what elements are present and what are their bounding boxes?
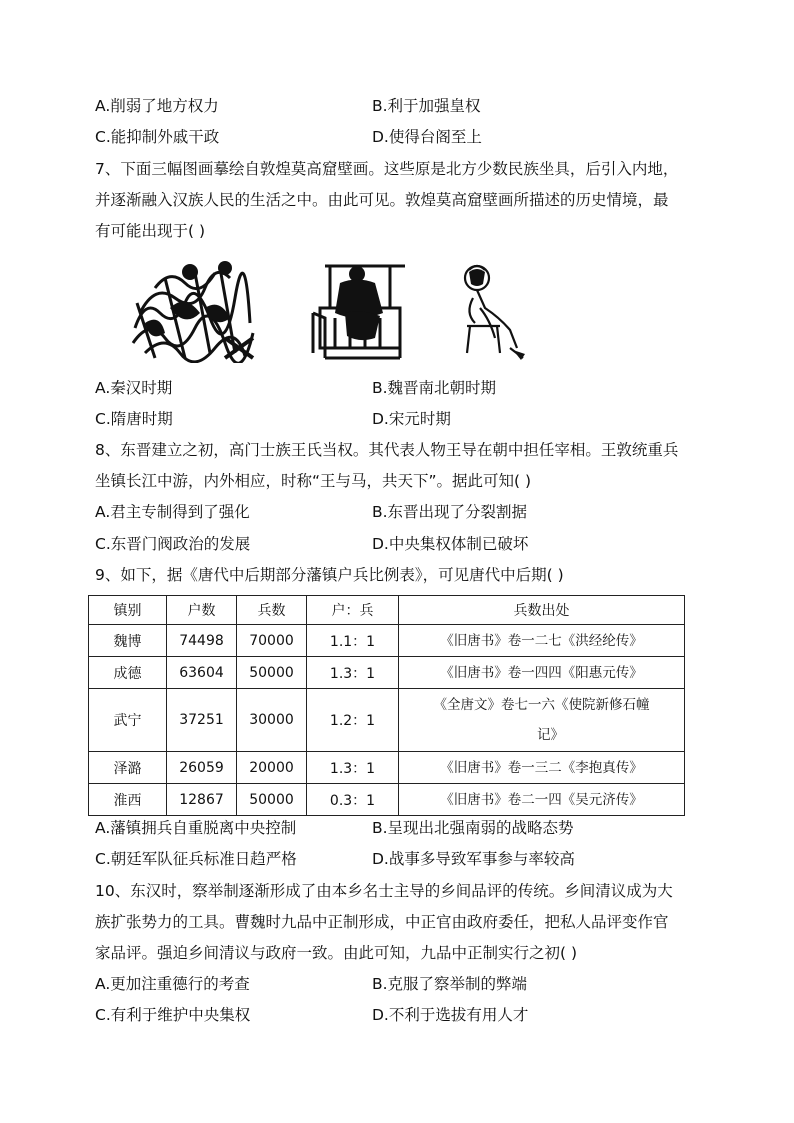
q6-option-a[interactable]: A.削弱了地方权力	[95, 97, 219, 115]
q8-option-c[interactable]: C.东晋门阀政治的发展	[95, 535, 251, 553]
q6-option-b[interactable]: B.利于加强皇权	[372, 97, 481, 115]
q9-fanzhen-table	[88, 595, 685, 816]
table-cell: 26059	[167, 752, 237, 784]
q7-stem-line-1: 7、下面三幅图画摹绘自敦煌莫高窟壁画。这些原是北方少数民族坐具，后引入内地，	[95, 160, 679, 178]
table-row	[89, 657, 685, 689]
q7-stem-line-2: 并逐渐融入汉族人民的生活之中。由此可见。敦煌莫高窟壁画所描述的历史情境，最	[95, 191, 669, 209]
table-cell: 0.3：1	[307, 784, 399, 816]
q8-option-a[interactable]: A.君主专制得到了强化	[95, 503, 250, 521]
table-cell: 12867	[167, 784, 237, 816]
table-cell: 1.1：1	[307, 625, 399, 657]
table-row	[89, 689, 685, 752]
mural-figure-armchair	[305, 258, 415, 363]
q7-option-c[interactable]: C.隋唐时期	[95, 410, 173, 428]
table-cell: 1.3：1	[307, 752, 399, 784]
table-header: 镇别	[89, 596, 167, 625]
q7-options-row-2	[95, 407, 695, 431]
q9-option-c[interactable]: C.朝廷军队征兵标准日趋严格	[95, 850, 297, 868]
table-cell: 《旧唐书》卷一三二《李抱真传》	[399, 752, 685, 784]
q6-options-row-2	[95, 125, 695, 149]
table-cell: 《旧唐书》卷二一四《吴元济传》	[399, 784, 685, 816]
table-header: 户数	[167, 596, 237, 625]
q9-option-a[interactable]: A.藩镇拥兵自重脱离中央控制	[95, 819, 297, 837]
q8-option-b[interactable]: B.东晋出现了分裂割据	[372, 503, 528, 521]
table-cell: 50000	[237, 784, 307, 816]
table-header-row	[89, 596, 685, 625]
q10-stem-line-2: 族扩张势力的工具。曹魏时九品中正制形成，中正官由政府委任，把私人品评变作官	[95, 913, 669, 931]
table-cell-line: 记》	[537, 727, 564, 743]
q9-options-row-2	[95, 847, 695, 871]
mural-figure-folding-stool	[125, 258, 260, 363]
table-cell: 泽潞	[89, 752, 167, 784]
q10-stem-line-3: 家品评。强迫乡间清议与政府一致。由此可知，九品中正制实行之初( )	[95, 944, 578, 962]
q7-stem-line-3: 有可能出现于( )	[95, 222, 206, 240]
table-cell: 30000	[237, 689, 307, 752]
q8-stem-line-1: 8、东晋建立之初，高门士族王氏当权。其代表人物王导在朝中担任宰相。王敦统重兵	[95, 441, 679, 459]
table-cell: 成德	[89, 657, 167, 689]
q10-options-row-2	[95, 1003, 695, 1027]
table-row	[89, 752, 685, 784]
table-cell: 50000	[237, 657, 307, 689]
table-row	[89, 625, 685, 657]
mural-figure-woman-on-stool	[455, 258, 535, 363]
q7-options-row-1	[95, 376, 695, 400]
q7-option-b[interactable]: B.魏晋南北朝时期	[372, 379, 497, 397]
table-cell: 《旧唐书》卷一四四《阳惠元传》	[399, 657, 685, 689]
q8-options-row-1	[95, 500, 695, 524]
q10-option-c[interactable]: C.有利于维护中央集权	[95, 1006, 251, 1024]
q10-option-a[interactable]: A.更加注重德行的考查	[95, 975, 250, 993]
table-cell: 武宁	[89, 689, 167, 752]
table-cell: 《旧唐书》卷一二七《洪经纶传》	[399, 625, 685, 657]
q9-stem-line: 9、如下，据《唐代中后期部分藩镇户兵比例表》，可见唐代中后期( )	[95, 566, 564, 584]
q7-option-d[interactable]: D.宋元时期	[372, 410, 451, 428]
table-cell: 70000	[237, 625, 307, 657]
table-header: 兵数	[237, 596, 307, 625]
table-cell: 63604	[167, 657, 237, 689]
q6-options-row-1	[95, 94, 695, 118]
q7-mural-figures	[125, 258, 545, 368]
q6-option-d[interactable]: D.使得台阁至上	[372, 128, 482, 146]
q8-options-row-2	[95, 532, 695, 556]
q10-option-b[interactable]: B.克服了察举制的弊端	[372, 975, 528, 993]
q9-options-row-1	[95, 816, 695, 840]
table-cell: 37251	[167, 689, 237, 752]
q7-option-a[interactable]: A.秦汉时期	[95, 379, 173, 397]
table-cell: 1.2：1	[307, 689, 399, 752]
table-cell-line: 《全唐文》卷七一六《使院新修石幢	[433, 697, 650, 713]
q10-options-row-1	[95, 972, 695, 996]
table-cell: 1.3：1	[307, 657, 399, 689]
table-cell: 魏博	[89, 625, 167, 657]
table-header: 户：兵	[307, 596, 399, 625]
q10-stem-line-1: 10、东汉时，察举制逐渐形成了由本乡名士主导的乡间品评的传统。乡间清议成为大	[95, 882, 673, 900]
q9-option-b[interactable]: B.呈现出北强南弱的战略态势	[372, 819, 574, 837]
q6-option-c[interactable]: C.能抑制外戚干政	[95, 128, 220, 146]
table-row	[89, 784, 685, 816]
table-cell: 74498	[167, 625, 237, 657]
q9-option-d[interactable]: D.战事多导致军事参与率较高	[372, 850, 575, 868]
q10-option-d[interactable]: D.不利于选拔有用人才	[372, 1006, 529, 1024]
table-cell	[399, 689, 685, 752]
q8-stem-line-2: 坐镇长江中游，内外相应，时称“王与马，共天下”。据此可知( )	[95, 472, 532, 490]
table-cell: 淮西	[89, 784, 167, 816]
table-cell: 20000	[237, 752, 307, 784]
table-header: 兵数出处	[399, 596, 685, 625]
q8-option-d[interactable]: D.中央集权体制已破坏	[372, 535, 529, 553]
